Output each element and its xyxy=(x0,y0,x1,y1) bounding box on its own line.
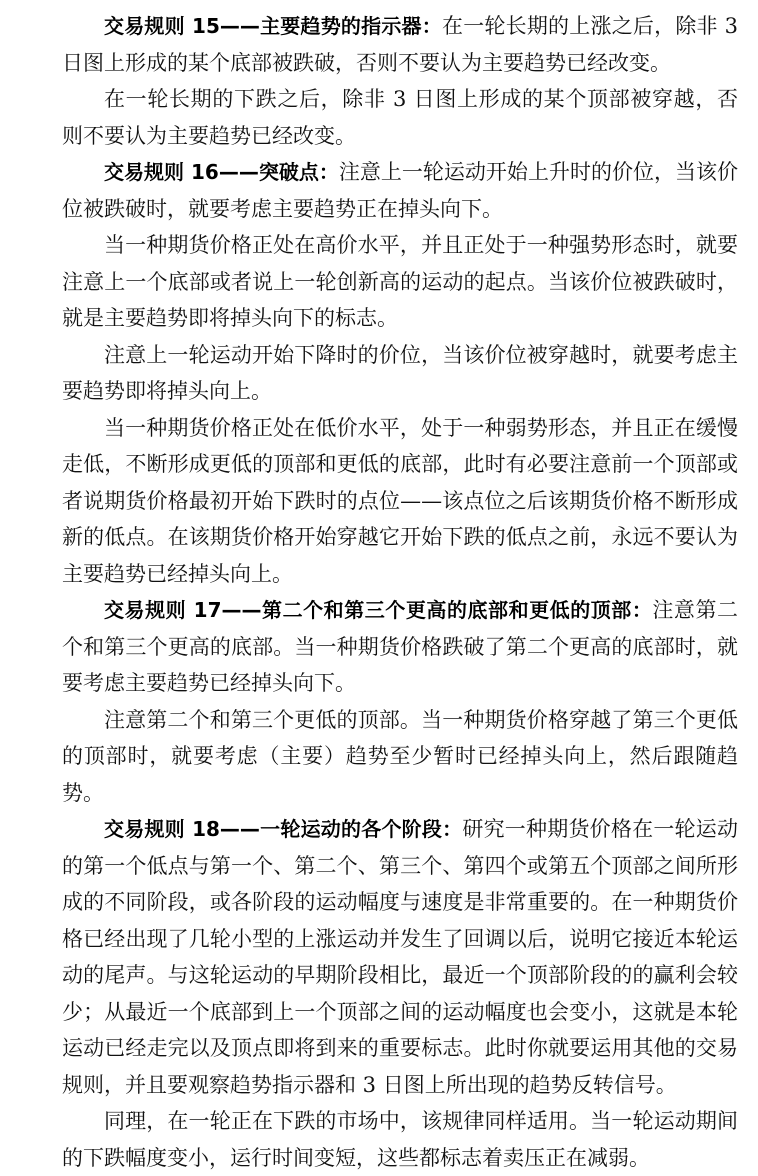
rule-title: 交易规则 18——一轮运动的各个阶段： xyxy=(104,817,463,841)
paragraph-rule-16 xyxy=(62,154,738,227)
paragraph xyxy=(62,227,738,337)
paragraph-rule-17 xyxy=(62,592,738,702)
paragraph-text: 在一轮长期的上涨之后，除非 3 日图上形成的某个底部被跌破，否则不要认为主要趋势已经改变。 xyxy=(62,14,738,75)
paragraph xyxy=(62,81,738,154)
paragraph-text: 同理，在一轮正在下跌的市场中，该规律同样适用。当一轮运动期间的下跌幅度变小，运行时间变短，这些都标志着卖压正在减弱。 xyxy=(62,1109,738,1170)
rule-title: 交易规则 17——第二个和第三个更高的底部和更低的顶部： xyxy=(104,598,653,622)
rule-title: 交易规则 16——突破点： xyxy=(104,160,339,184)
paragraph-text: 注意第二个和第三个更高的底部。当一种期货价格跌破了第二个更高的底部时，就要考虑主要趋势已经掉头向下。 xyxy=(62,598,739,695)
paragraph-text: 注意上一轮运动开始上升时的价位，当该价位被跌破时，就要考虑主要趋势正在掉头向下。 xyxy=(62,160,739,221)
paragraph-text: 当一种期货价格正处在低价水平，处于一种弱势形态，并且正在缓慢走低，不断形成更低的顶部和更低的底部，此时有必要注意前一个顶部或者说期货价格最初开始下跌时的点位——该点位之后该期货价格不断形成新的低点。在该期货价格开始穿越它开始下跌的低点之前，永远不要认为主要趋势已经掉头向上。 xyxy=(62,415,738,586)
rule-title: 交易规则 15——主要趋势的指示器： xyxy=(104,14,442,38)
paragraph-text: 注意第二个和第三个更低的顶部。当一种期货价格穿越了第三个更低的顶部时，就要考虑（主要）趋势至少暂时已经掉头向上，然后跟随趋势。 xyxy=(62,707,738,805)
paragraph-rule-18 xyxy=(62,811,738,1103)
paragraph xyxy=(62,1103,738,1176)
paragraph xyxy=(62,702,738,812)
document-page xyxy=(62,8,738,1176)
paragraph-rule-15 xyxy=(62,8,738,81)
paragraph-text: 在一轮长期的下跌之后，除非 3 日图上形成的某个顶部被穿越，否则不要认为主要趋势已经改变。 xyxy=(62,87,738,148)
paragraph-text: 当一种期货价格正处在高价水平，并且正处于一种强势形态时，就要注意上一个底部或者说上一轮创新高的运动的起点。当该价位被跌破时，就是主要趋势即将掉头向下的标志。 xyxy=(62,233,738,330)
paragraph-text: 注意上一轮运动开始下降时的价位，当该价位被穿越时，就要考虑主要趋势即将掉头向上。 xyxy=(62,342,738,403)
paragraph xyxy=(62,410,738,593)
paragraph xyxy=(62,337,738,410)
paragraph-text: 研究一种期货价格在一轮运动的第一个低点与第一个、第二个、第三个、第四个或第五个顶部之间所形成的不同阶段，或各阶段的运动幅度与速度是非常重要的。在一种期货价格已经出现了几轮小型的上涨运动并发生了回调以后，说明它接近本轮运动的尾声。与这轮运动的早期阶段相比，最近一个顶部阶段的的赢利会较少；从最近一个底部到上一个顶部之间的运动幅度也会变小，这就是本轮运动已经走完以及顶点即将到来的重要标志。此时你就要运用其他的交易规则，并且要观察趋势指示器和 3 日图上所出现的趋势反转信号。 xyxy=(62,817,739,1097)
